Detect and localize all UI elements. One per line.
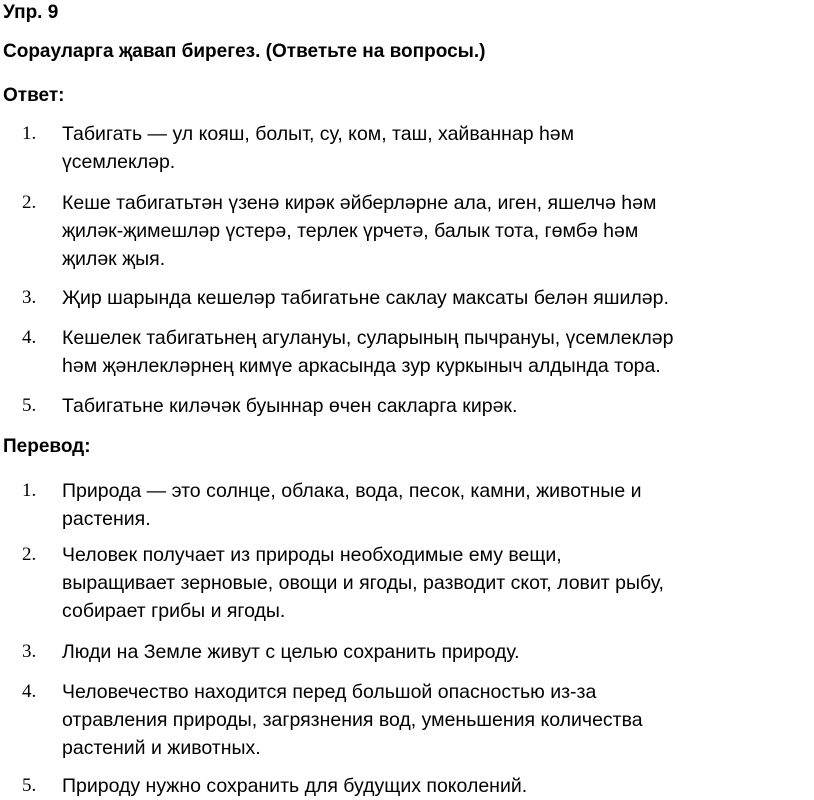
text-line: һәм җәнлекләрнең кимүе аркасында зур куркыныч алдында тора.	[62, 355, 661, 377]
answer-heading: Ответ:	[3, 85, 65, 106]
text-line: Табигать — ул кояш, болыт, су, ком, таш, хайваннар һәм	[62, 123, 575, 145]
list-number: 3.	[22, 287, 37, 308]
list-item-text	[62, 392, 814, 420]
text-line: җиләк җыя.	[62, 248, 166, 270]
list-item-text	[62, 541, 814, 625]
list-number: 5.	[22, 395, 37, 416]
text-line: Җир шарында кешеләр табигатьне саклау максаты белән яшиләр.	[62, 287, 669, 309]
text-line: җиләк-җимешләр үстерә, терлек үрчетә, балык тота, гөмбә һәм	[62, 220, 639, 242]
text-line: Кешелек табигатьнең агулануы, суларының пычрануы, үсемлекләр	[62, 327, 674, 349]
text-line: Природу нужно сохранить для будущих поколений.	[62, 775, 528, 797]
list-item-text	[62, 120, 814, 176]
text-line: Природа — это солнце, облака, вода, песок, камни, животные и	[62, 480, 642, 502]
list-number: 1.	[22, 123, 37, 144]
text-line: Кеше табигатьтән үзенә кирәк әйберләрне ала, иген, яшелчә һәм	[62, 192, 657, 214]
list-number: 2.	[22, 192, 37, 213]
list-number: 2.	[22, 544, 37, 565]
text-line: выращивает зерновые, овощи и ягоды, разводит скот, ловит рыбу,	[62, 572, 664, 594]
text-line: Табигатьне киләчәк буыннар өчен сакларга кирәк.	[62, 395, 518, 417]
text-line: растения.	[62, 508, 151, 530]
list-item-text	[62, 638, 814, 666]
text-line: отравления природы, загрязнения вод, уменьшения количества	[62, 709, 643, 731]
text-line: Человек получает из природы необходимые ему вещи,	[62, 544, 562, 566]
list-number: 3.	[22, 641, 37, 662]
list-number: 5.	[22, 775, 37, 796]
list-item-text	[62, 189, 814, 273]
translation-heading: Перевод:	[3, 436, 91, 457]
text-line: собирает грибы и ягоды.	[62, 600, 286, 622]
list-item-text	[62, 477, 814, 533]
list-number: 1.	[22, 480, 37, 501]
text-line: Человечество находится перед большой опасностью из-за	[62, 681, 597, 703]
list-item-text	[62, 284, 814, 312]
list-number: 4.	[22, 327, 37, 348]
exercise-label: Упр. 9	[3, 2, 59, 23]
text-line: Люди на Земле живут с целью сохранить природу.	[62, 641, 520, 663]
list-number: 4.	[22, 681, 37, 702]
task-title: Сорауларга җавап бирегез. (Ответьте на вопросы.)	[3, 41, 486, 62]
text-line: растений и животных.	[62, 737, 261, 759]
list-item-text	[62, 772, 814, 800]
list-item-text	[62, 678, 814, 762]
text-line: үсемлекләр.	[62, 151, 176, 173]
list-item-text	[62, 324, 814, 380]
